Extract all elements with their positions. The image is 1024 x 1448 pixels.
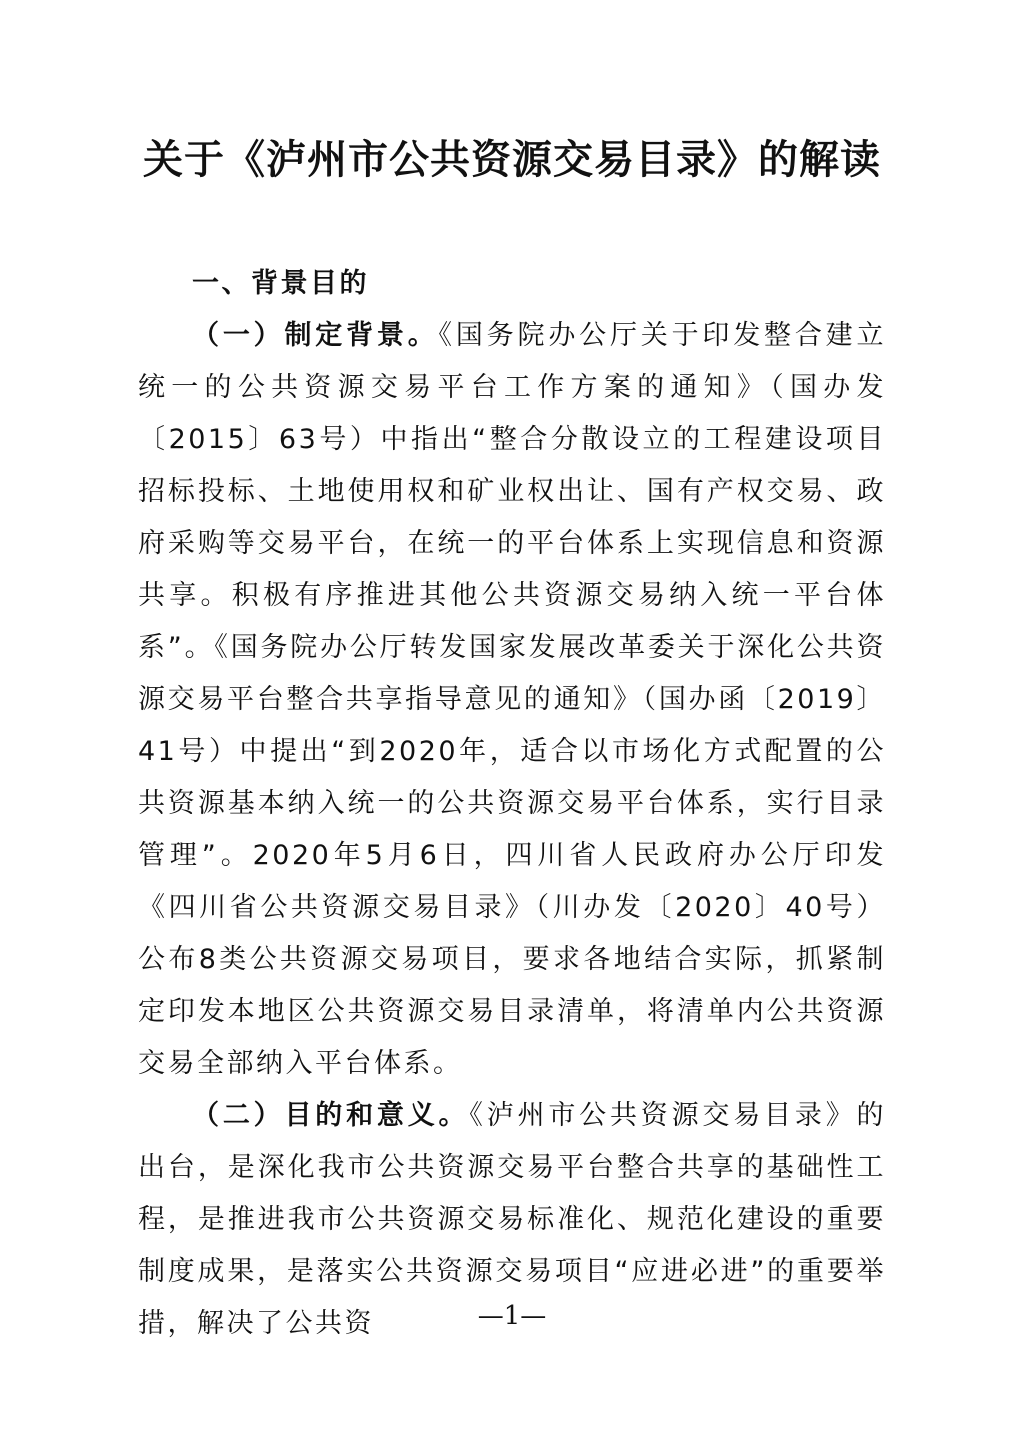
page-number: —1—: [477, 1301, 547, 1331]
document-body: [138, 258, 886, 1350]
paragraph-background-text: 《国务院办公厅关于印发整合建立统一的公共资源交易平台工作方案的通知》（国办发〔2015〕63号）中指出“整合分散设立的工程建设项目招标投标、土地使用权和矿业权出让、国有产权交易、政府采购等交易平台，在统一的平台体系上实现信息和资源共享。积极有序推进其他公共资源交易纳入统一平台体系”。《国务院办公厅转发国家发展改革委关于深化公共资源交易平台整合共享指导意见的通知》（国办函〔2019〕41号）中提出“到2020年，适合以市场化方式配置的公共资源基本纳入统一的公共资源交易平台体系，实行目录管理”。2020年5月6日，四川省人民政府办公厅印发《四川省公共资源交易目录》（川办发〔2020〕40号）公布8类公共资源交易项目，要求各地结合实际，抓紧制定印发本地区公共资源交易目录清单，将清单内公共资源交易全部纳入平台体系。: [138, 320, 887, 1079]
paragraph-background: [138, 310, 886, 1090]
section-heading-background: 一、背景目的: [192, 268, 369, 299]
document-title: 关于《泸州市公共资源交易目录》的解读: [143, 136, 881, 183]
subheading-background: （一）制定背景。: [192, 320, 439, 351]
subheading-purpose: （二）目的和意义。: [192, 1100, 470, 1131]
paragraph-purpose-text: 《泸州市公共资源交易目录》的出台，是深化我市公共资源交易平台整合共享的基础性工程，是推进我市公共资源交易标准化、规范化建设的重要制度成果，是落实公共资源交易项目“应进必进”的重要举措，解决了公共资: [138, 1100, 887, 1339]
